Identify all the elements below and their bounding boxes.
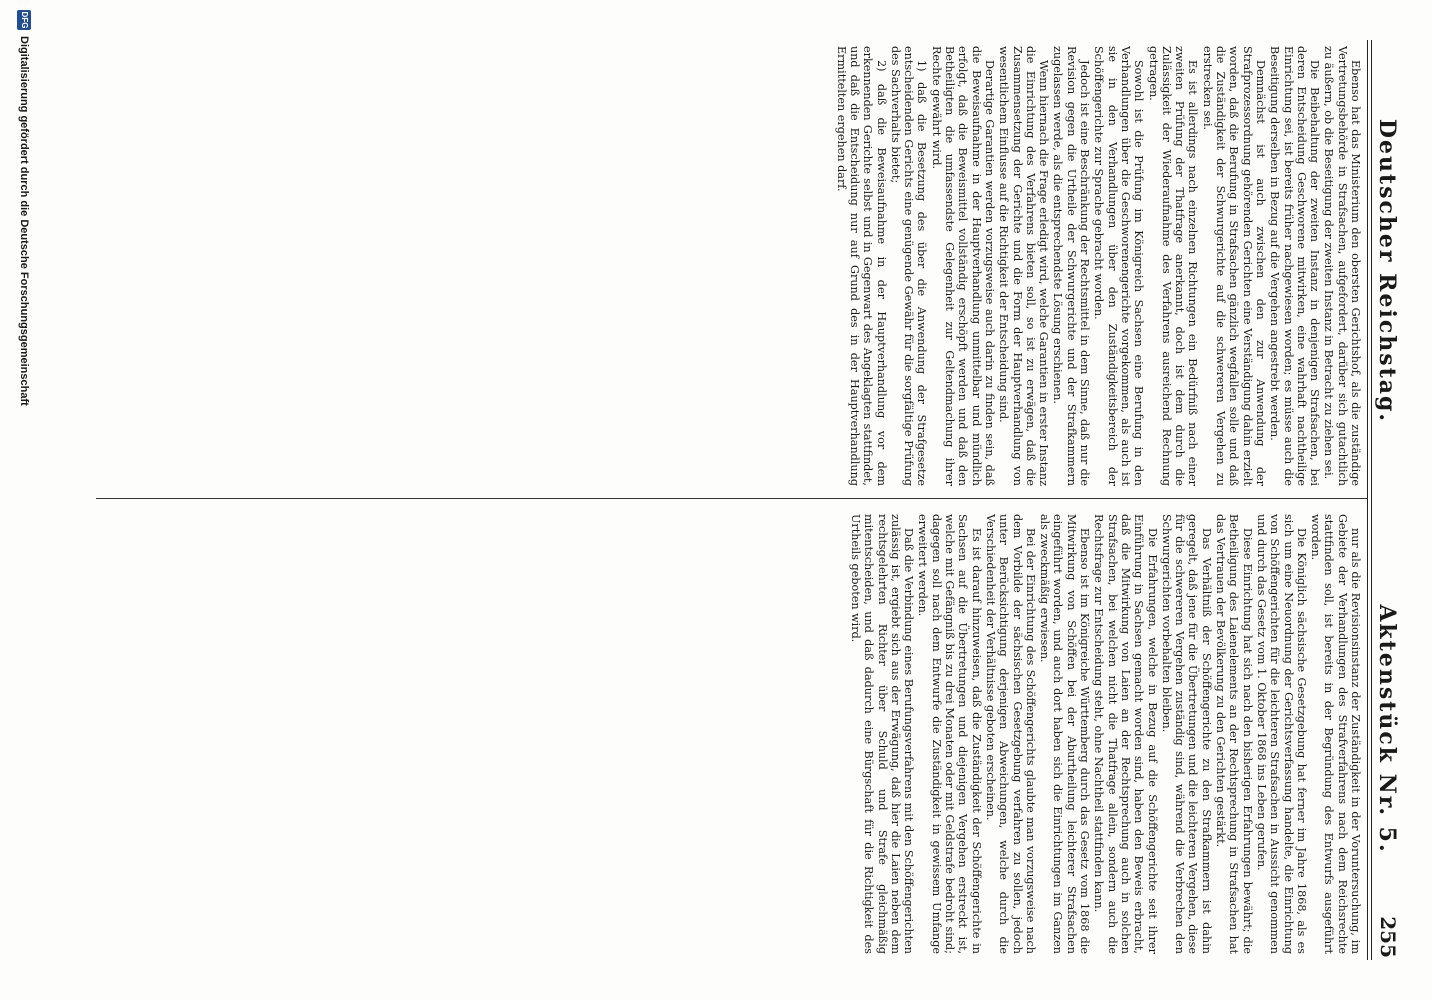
paragraph: Es ist allerdings nach einzelnen Richtungen ein Bedürfniß nach einer zweiten Prüfung der Thatfrage anerkannt, doch ist dem durch die Zulässigkeit der Wiederaufnahme des Verfahrens ausreichend Rechnung getragen. [1146,46,1200,486]
digitization-footer [14,0,34,1000]
paragraph: Ebenso hat das Ministerium den obersten Gerichtshof, als die zuständige Vertretungsbehörde in Strafsachen, aufgefordert, darüber sich gutachtlich zu äußern, ob die Beseitigung der zweiten Instanz in Betracht zu ziehen sei. [1322,46,1362,486]
header-rule [1371,40,1372,960]
paragraph: nur als die Revisionsinstanz der Zuständigkeit in der Voruntersuchung, im Gebiete der Verhandlungen des Strafverfahrens nach dem Reichsrechte stattfinden soll, ist bereits in der Begründung des Entwurfs ausgeführt worden. [1309,514,1362,954]
paragraph: Ebenso ist im Königreiche Württemberg durch das Gesetz vom 1868 die Mitwirkung von Schöffen bei der Aburtheilung leichterer Strafsachen eingeführt worden, und auch dort haben sich die Einrichtungen im Ganzen als zweckmäßig erwiesen. [1038,514,1092,954]
header-title-right: Aktenstück Nr. 5. [1374,604,1400,854]
header-rule-thin [1367,40,1368,960]
digitization-note: Digitalisierung gefördert durch die Deutsche Forschungsgemeinschaft [18,36,30,406]
header-title-left: Deutscher Reichstag. [1374,118,1400,424]
column-left [98,46,1362,486]
paragraph: Sowohl ist die Prüfung im Königreich Sachsen eine Berufung in den Verhandlungen über die Geschworenengerichte vorgekommen, als auch ist sie in den Verhandlungen über den Zuständigkeitsbereich der Schöffengerichte zur Sprache gebracht worden. [1092,46,1146,486]
dfg-logo-icon: DFG [17,10,31,30]
paragraph: Diese Einrichtung hat sich nach den bisherigen Erfahrungen bewährt; die Betheiligung des Laienelements an der Rechtsprechung in Strafsachen hat das Vertrauen der Bevölkerung zu den Gerichten gestärkt. [1214,514,1254,954]
column-right [98,514,1362,954]
paragraph: Demnächst ist auch zwischen den zur Anwendung der Strafprozessordnung gehörenden Gerichten eine Verständigung dahin erzielt worden, daß die Berufung in Strafsachen gänzlich wegfallen solle und daß die Zuständigkeit der Schwurgerichte auf die schwereren Vergehen zu erstrecken sei. [1200,46,1267,486]
paragraph: 1) daß die Besetzung des über die Anwendung der Strafgesetze entscheidenden Gerichts eine genügende Gewähr für die sorgfältige Prüfung des Sachverhalts bietet; [888,46,929,486]
paragraph: Das Verhältniß der Schöffengerichte zu den Strafkammern ist dahin geregelt, daß jene für die Übertretungen und die leichteren Vergehen, diese für die schwereren Vergehen zuständig sind, während die Verbrechen den Schwurgerichten vorbehalten bleiben. [1159,514,1213,954]
column-divider [96,498,1368,499]
paragraph: Daß die Verbindung eines Berufungsverfahrens mit den Schöffengerichten zulässig ist, ergiebt sich aus der Erwägung, daß hier die Laien neben dem rechtsgelehrten Richter über Schuld und Strafe gleichmäßig mitentscheiden, und daß dadurch eine Bürgschaft für die Richtigkeit des Urtheils geboten wird. [849,514,916,954]
paragraph: Wenn hiernach die Frage erledigt wird, welche Garantien in erster Instanz die Einrichtung des Verfahrens bieten soll, so ist zu erwägen, daß die Zusammensetzung der Gerichte und die Form der Hauptverhandlung von wesentlichem Einflusse auf die Richtigkeit der Entscheidung sind. [997,46,1051,486]
paragraph: Derartige Garantien werden vorzugsweise auch darin zu finden sein, daß die Beweisaufnahme in der Hauptverhandlung unmittelbar und mündlich erfolgt, daß die Beweismittel vollständig erschöpft werden und daß den Betheiligten die umfassendste Gelegenheit zur Geltendmachung ihrer Rechte gewährt wird. [929,46,996,486]
paragraph: 2) daß die Beweisaufnahme in der Hauptverhandlung vor dem erkennenden Gerichte selbst und in Gegenwart des Angeklagten stattfindet, und daß die Entscheidung nur auf Grund des in der Hauptverhandlung Ermittelten ergehen darf. [834,46,888,486]
paragraph: Die Beibehaltung der zweiten Instanz in denjenigen Strafsachen, bei deren Entscheidung Geschworene mitwirken, eine wahrhaft nachtheilige Einrichtung sei, ist bereits früher nachgewiesen worden; es müsse auch die Beseitigung derselben in Bezug auf die Vergehen angestrebt werden. [1268,46,1322,486]
page-number: 255 [1376,916,1400,958]
paragraph: Die Erfahrungen, welche in Bezug auf die Schöffengerichte seit ihrer Einführung in Sachsen gemacht worden sind, haben den Beweis erbracht, daß die Mitwirkung von Laien an der Rechtsprechung auch in solchen Strafsachen, bei welchen nicht die Thatfrage allein, sondern auch die Rechtsfrage zur Entscheidung steht, ohne Nachtheil stattfinden kann. [1092,514,1159,954]
paragraph: Bei der Einrichtung des Schöffengerichts glaubte man vorzugsweise nach dem Vorbilde der sächsischen Gesetzgebung verfahren zu sollen, jedoch unter Berücksichtigung derjenigen Abweichungen, welche durch die Verschiedenheit der Verhältnisse geboten erscheinen. [983,514,1037,954]
masthead [1374,42,1418,958]
paragraph: Die Königlich sächsische Gesetzgebung hat ferner im Jahre 1868, als es sich um eine Neuordnung der Gerichtsverfassung handelte, die Einrichtung von Schöffengerichten für die leichteren Strafsachen in Aussicht genommen und durch das Gesetz vom 1. Oktober 1868 ins Leben gerufen. [1254,514,1308,954]
paragraph: Es ist darauf hinzuweisen, daß die Zuständigkeit der Schöffengerichte in Sachsen auf die Übertretungen und diejenigen Vergehen erstreckt ist, welche mit Gefängniß bis zu drei Monaten oder mit Geldstrafe bedroht sind; dagegen soll nach dem Entwurfe die Zuständigkeit in gewissem Umfange erweitert werden. [916,514,983,954]
paragraph: Jedoch ist eine Beschränkung der Rechtsmittel in dem Sinne, daß nur die Revision gegen die Urtheile der Schwurgerichte und der Strafkammern zugelassen werde, als die entsprechendste Lösung erschienen. [1051,46,1092,486]
